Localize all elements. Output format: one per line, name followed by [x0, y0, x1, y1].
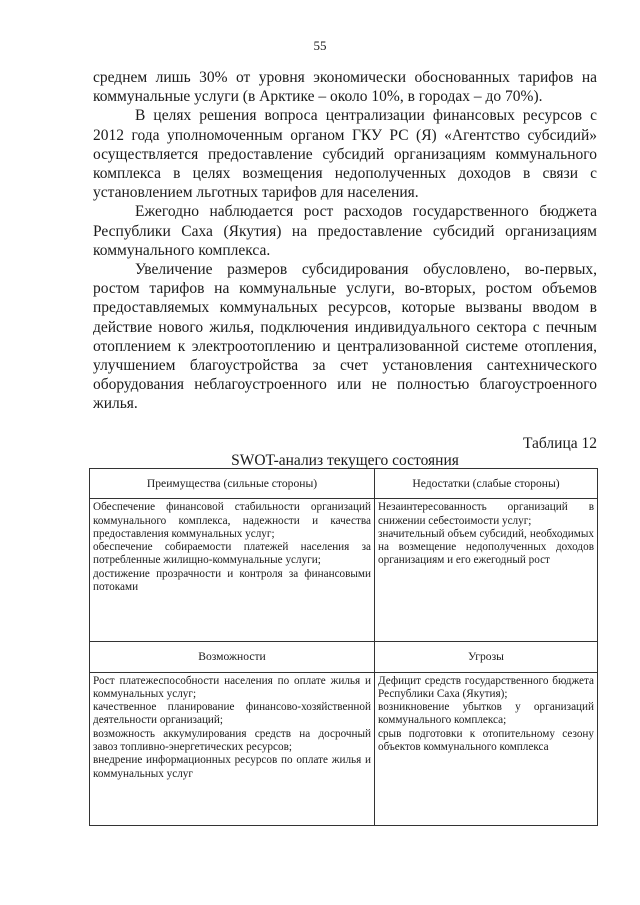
- paragraph-1: среднем лишь 30% от уровня экономически обоснованных тарифов на коммунальные услуги (в Арктике – около 10%, в городах – до 70%).: [93, 69, 597, 106]
- weakness-item: значительный объем субсидий, необходимых на возмещение недополученных доходов организациям и его ежегодный рост: [378, 527, 594, 567]
- threats-cell: [375, 672, 598, 825]
- weaknesses-header: Недостатки (слабые стороны): [375, 469, 598, 499]
- swot-header-row-1: [90, 469, 598, 499]
- strengths-cell: [90, 499, 375, 642]
- paragraph-2: В целях решения вопроса централизации финансовых ресурсов с 2012 года уполномоченным органом ГКУ РС (Я) «Агентство субсидий» осуществляется предоставление субсидий организациям коммунального комплекса в целях возмещения недополученных доходов в связи с установлением льготных тарифов для населения.: [93, 107, 597, 202]
- weakness-item: Незаинтересованность организаций в снижении себестоимости услуг;: [378, 501, 594, 527]
- paragraph-4: Увеличение размеров субсидирования обусловлено, во-первых, ростом тарифов на коммунальные услуги, во-вторых, ростом объемов предоставляемых коммунальных ресурсов, которые вызваны вводом в действие нового жилья, подключения индивидуального сектора с печным отоплением к электроотоплению и централизованной системе отопления, улучшением благоустройства за счет установления сантехнического оборудования неблагоустроенного или не полностью благоустроенного жилья.: [93, 261, 597, 413]
- strength-item: достижение прозрачности и контроля за финансовыми потоками: [93, 567, 371, 594]
- body-text: [93, 68, 597, 414]
- threat-item: Дефицит средств государственного бюджета Республики Саха (Якутия);: [378, 674, 594, 700]
- threats-header: Угрозы: [375, 642, 598, 672]
- page-number: 55: [313, 38, 327, 53]
- opportunity-item: возможность аккумулирования средств на досрочный завоз топливно-энергетических ресурсов;: [93, 727, 371, 754]
- swot-header-row-2: [90, 642, 598, 672]
- opportunities-header: Возможности: [90, 642, 375, 672]
- swot-body-row-2: [90, 672, 598, 825]
- strength-item: обеспечение собираемости платежей населения за потребленные жилищно-коммунальные услуги;: [93, 541, 371, 567]
- threat-item: возникновение убытков у организаций коммунального комплекса;: [378, 701, 594, 727]
- opportunity-item: внедрение информационных ресурсов по оплате жилья и коммунальных услуг: [93, 754, 371, 780]
- weaknesses-cell: [375, 499, 598, 642]
- opportunity-item: Рост платежеспособности населения по оплате жилья и коммунальных услуг;: [93, 674, 371, 700]
- swot-body-row-1: [90, 499, 598, 642]
- strengths-header: Преимущества (сильные стороны): [90, 469, 375, 499]
- threat-item: срыв подготовки к отопительному сезону объектов коммунального комплекса: [378, 727, 594, 754]
- paragraph-3: Ежегодно наблюдается рост расходов государственного бюджета Республики Саха (Якутия) на предоставление субсидий организациям коммунального комплекса.: [93, 203, 597, 259]
- strength-item: Обеспечение финансовой стабильности организаций коммунального комплекса, надежности и качества предоставления коммунальных услуг;: [93, 501, 371, 540]
- table-title: SWOT-анализ текущего состояния: [231, 452, 459, 469]
- table-label: Таблица 12: [522, 435, 597, 452]
- opportunities-cell: [90, 672, 375, 825]
- opportunity-item: качественное планирование финансово-хозяйственной деятельности организаций;: [93, 701, 371, 727]
- swot-table: [89, 468, 598, 826]
